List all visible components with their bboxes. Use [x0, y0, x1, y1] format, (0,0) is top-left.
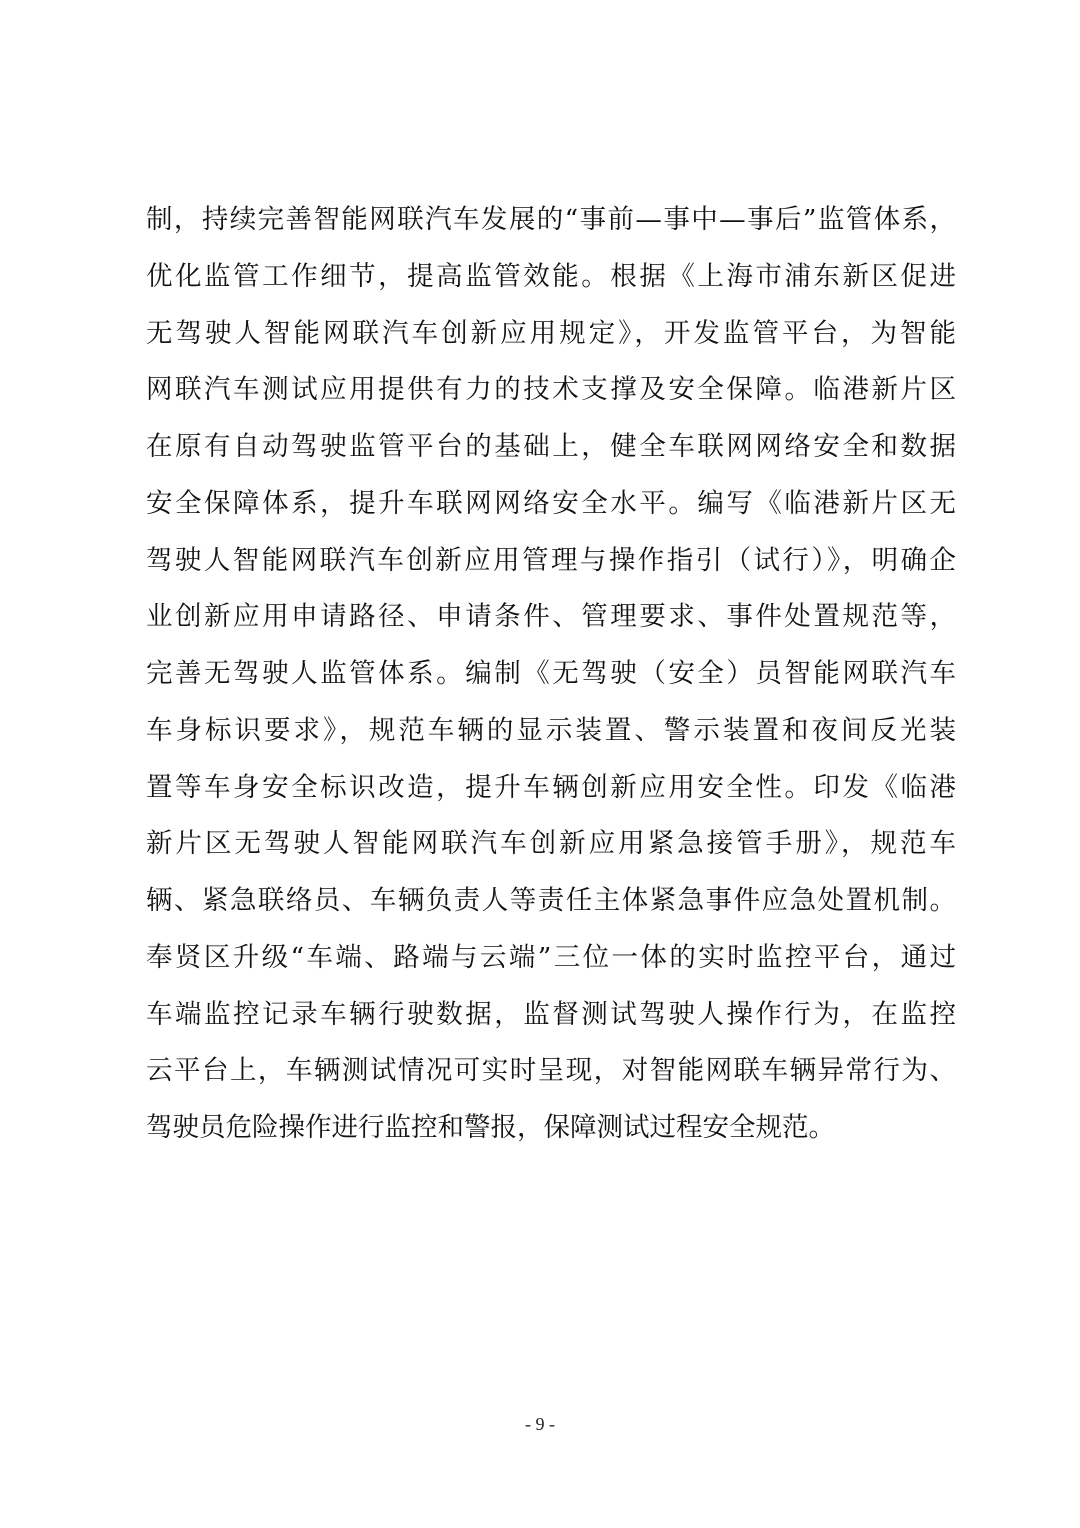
- text-line: 安全保障体系，提升车联网网络安全水平。编写《临港新片区无: [146, 487, 956, 519]
- text-line: 业创新应用申请路径、申请条件、管理要求、事件处置规范等，: [146, 601, 956, 633]
- text-line: 置等车身安全标识改造，提升车辆创新应用安全性。印发《临港: [146, 771, 956, 803]
- text-line: 无驾驶人智能网联汽车创新应用规定》，开发监管平台，为智能: [146, 317, 956, 349]
- page-number: - 9 -: [525, 1414, 555, 1434]
- body-paragraph: [146, 192, 956, 1157]
- text-line: 车身标识要求》，规范车辆的显示装置、警示装置和夜间反光装: [146, 714, 956, 746]
- text-line: 制，持续完善智能网联汽车发展的“事前—事中—事后”监管体系，: [146, 204, 956, 235]
- text-line: 优化监管工作细节，提高监管效能。根据《上海市浦东新区促进: [146, 260, 956, 292]
- text-line: 网联汽车测试应用提供有力的技术支撑及安全保障。临港新片区: [146, 374, 956, 406]
- text-line: 在原有自动驾驶监管平台的基础上，健全车联网网络安全和数据: [146, 431, 956, 462]
- text-line: 新片区无驾驶人智能网联汽车创新应用紧急接管手册》，规范车: [146, 828, 956, 860]
- text-line: 驾驶员危险操作进行监控和警报，保障测试过程安全规范。: [146, 1112, 835, 1143]
- text-line: 奉贤区升级“车端、路端与云端”三位一体的实时监控平台，通过: [146, 941, 956, 973]
- text-line: 车端监控记录车辆行驶数据，监督测试驾驶人操作行为，在监控: [146, 998, 956, 1030]
- text-line: 完善无驾驶人监管体系。编制《无驾驶（安全）员智能网联汽车: [146, 658, 956, 689]
- text-line: 辆、紧急联络员、车辆负责人等责任主体紧急事件应急处置机制。: [146, 885, 956, 916]
- text-line: 驾驶人智能网联汽车创新应用管理与操作指引（试行）》，明确企: [146, 544, 956, 576]
- text-line: 云平台上，车辆测试情况可实时呈现，对智能网联车辆异常行为、: [146, 1055, 956, 1087]
